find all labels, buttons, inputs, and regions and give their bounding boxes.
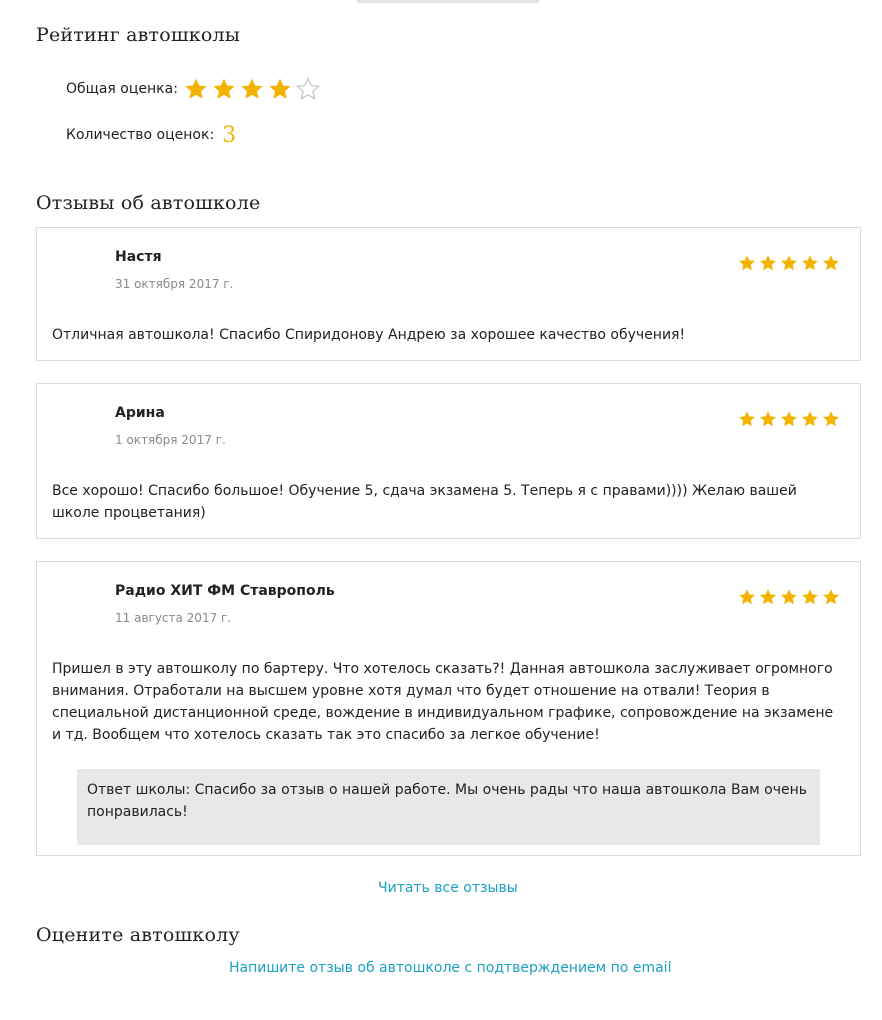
review-stars (738, 254, 840, 272)
star-filled-icon (780, 410, 798, 428)
rate-section-title: Оцените автошколу (36, 924, 240, 946)
star-filled-icon (212, 77, 236, 101)
review-card (36, 227, 861, 361)
ratings-count-row (66, 122, 236, 147)
school-answer: Ответ школы: Спасибо за отзыв о нашей работе. Мы очень рады что наша автошкола Вам очень понравилась! (77, 769, 820, 845)
overall-rating-stars (184, 77, 320, 101)
star-filled-icon (738, 410, 756, 428)
star-filled-icon (738, 588, 756, 606)
star-filled-icon (822, 254, 840, 272)
star-filled-icon (184, 77, 208, 101)
review-author: Арина (115, 405, 165, 421)
review-text: Пришел в эту автошколу по бартеру. Что хотелось сказать?! Данная автошкола заслуживает огромного внимания. Отработали на высшем уровне хотя думал что будет отношение на отвали! Теория в специальной дистанционной среде, вождение в индивидуальном графике, сопровождение на экзамене и тд. Вообщем что хотелось сказать так это спасибо за легкое обучение! (52, 661, 834, 743)
review-text: Все хорошо! Спасибо большое! Обучение 5, сдача экзамена 5. Теперь я с правами)))) Желаю вашей школе процветания) (52, 483, 797, 521)
overall-rating-row (66, 77, 320, 101)
review-date: 31 октября 2017 г. (115, 277, 234, 291)
review-date: 11 августа 2017 г. (115, 611, 232, 625)
star-filled-icon (801, 410, 819, 428)
star-filled-icon (759, 410, 777, 428)
star-filled-icon (780, 254, 798, 272)
review-card (36, 561, 861, 856)
star-filled-icon (780, 588, 798, 606)
star-filled-icon (822, 588, 840, 606)
star-filled-icon (759, 254, 777, 272)
star-filled-icon (240, 77, 264, 101)
star-filled-icon (822, 410, 840, 428)
review-stars (738, 588, 840, 606)
star-filled-icon (801, 254, 819, 272)
star-filled-icon (759, 588, 777, 606)
reviews-section-title: Отзывы об автошколе (36, 192, 261, 214)
ratings-count-value: 3 (222, 123, 237, 148)
write-review-link[interactable]: Напишите отзыв об автошколе с подтверждением по email (229, 960, 672, 976)
star-filled-icon (268, 77, 292, 101)
review-author: Настя (115, 249, 162, 265)
read-all-reviews-link[interactable]: Читать все отзывы (378, 880, 518, 896)
review-card (36, 383, 861, 539)
review-author: Радио ХИТ ФМ Ставрополь (115, 583, 335, 599)
star-filled-icon (801, 588, 819, 606)
overall-rating-label: Общая оценка: (66, 81, 178, 97)
ratings-count-label: Количество оценок: (66, 126, 215, 143)
review-date: 1 октября 2017 г. (115, 433, 226, 447)
rating-section-title: Рейтинг автошколы (36, 24, 241, 46)
star-filled-icon (738, 254, 756, 272)
review-stars (738, 410, 840, 428)
top-tab-indicator (357, 0, 539, 3)
star-empty-icon (296, 77, 320, 101)
review-text: Отличная автошкола! Спасибо Спиридонову Андрею за хорошее качество обучения! (52, 327, 686, 343)
